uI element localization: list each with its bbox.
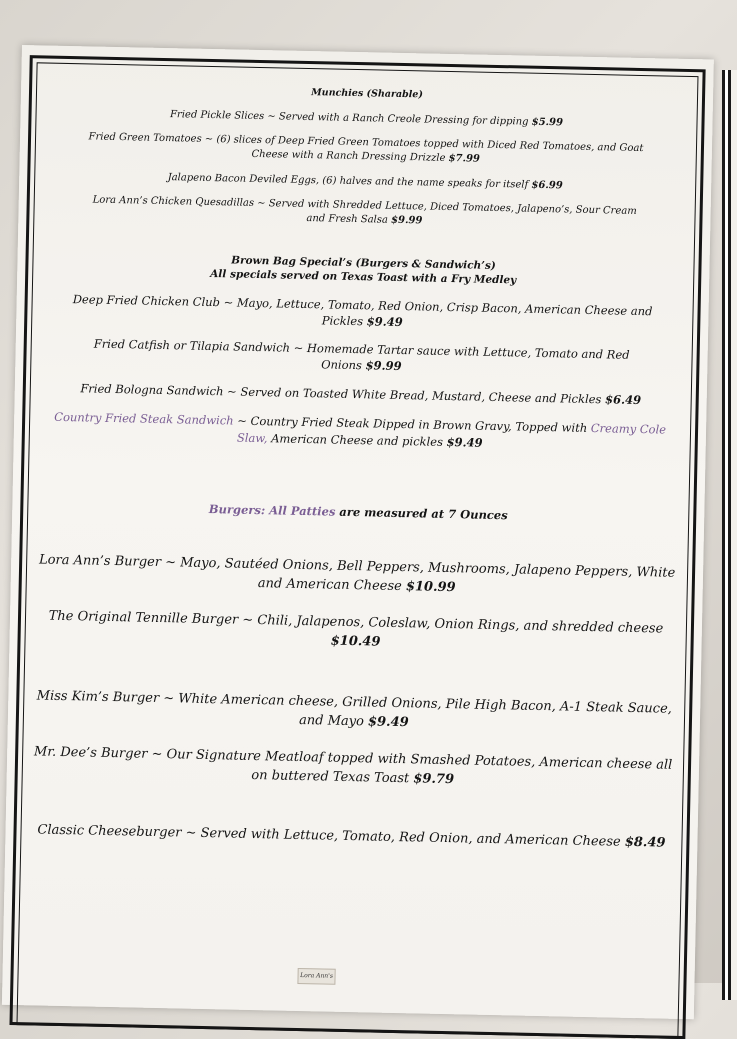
- brown-bag-heading: Brown Bag Special’s (Burgers & Sandwich’s): [231, 254, 496, 272]
- menu-item: Fried Bologna Sandwich ~ Served on Toasted White Bread, Mustard, Cheese and Pickles $6.49: [80, 381, 642, 408]
- menu-item: Lora Ann’s Chicken Quesadillas ~ Served with Shredded Lettuce, Diced Tomatoes, Jalapeno’s, Sour Cream and Fresh Salsa $9.99: [92, 194, 637, 227]
- burgers-heading: Burgers: All Patties are measured at 7 Ounces: [208, 502, 508, 523]
- adjacent-menu-page: [722, 70, 737, 1000]
- menu-page: [2, 45, 714, 1019]
- menu-content: [25, 73, 693, 852]
- brown-bag-section: [34, 250, 690, 456]
- menu-item-country-steak: Country Fried Steak Sandwich ~ Country Fried Steak Dipped in Brown Gravy, Topped with Creamy Cole Slaw, American Cheese and pickles $9.49: [54, 409, 667, 450]
- munchies-heading: Munchies (Sharable): [311, 87, 424, 101]
- menu-item: Miss Kim’s Burger ~ White American cheese, Grilled Onions, Pile High Bacon, A-1 Steak Sauce, and Mayo $9.49: [36, 688, 673, 731]
- menu-item: Fried Catfish or Tilapia Sandwich ~ Homemade Tartar sauce with Lettuce, Tomato and Red Onions $9.99: [93, 336, 630, 374]
- menu-item: The Original Tennille Burger ~ Chili, Jalapenos, Coleslaw, Onion Rings, and shredded cheese $10.49: [48, 608, 664, 650]
- burgers-section: [25, 498, 684, 853]
- munchies-section: [38, 81, 693, 234]
- menu-item: Mr. Dee’s Burger ~ Our Signature Meatloaf topped with Smashed Potatoes, American cheese all on buttered Texas Toast $9.79: [33, 744, 673, 788]
- footer-logo: Lora Ann's: [297, 968, 335, 985]
- menu-item: Jalapeno Bacon Deviled Eggs, (6) halves and the name speaks for itself $6.99: [167, 172, 563, 192]
- menu-item: Fried Green Tomatoes ~ (6) slices of Deep Fried Green Tomatoes topped with Diced Red Tomatoes, and Goat Cheese with a Ranch Dressing Drizzle $7.99: [88, 131, 644, 165]
- menu-item: Deep Fried Chicken Club ~ Mayo, Lettuce, Tomato, Red Onion, Crisp Bacon, American Cheese and Pickles $9.49: [72, 292, 653, 330]
- menu-item: Lora Ann’s Burger ~ Mayo, Sautéed Onions, Bell Peppers, Mushrooms, Jalapeno Peppers, White and American Cheese $10.99: [38, 552, 676, 596]
- brown-bag-subheading: All specials served on Texas Toast with a Fry Medley: [210, 267, 517, 287]
- menu-item: Classic Cheeseburger ~ Served with Lettuce, Tomato, Red Onion, and American Cheese $8.49: [37, 822, 666, 851]
- menu-item: Fried Pickle Slices ~ Served with a Ranch Creole Dressing for dipping $5.99: [169, 109, 564, 129]
